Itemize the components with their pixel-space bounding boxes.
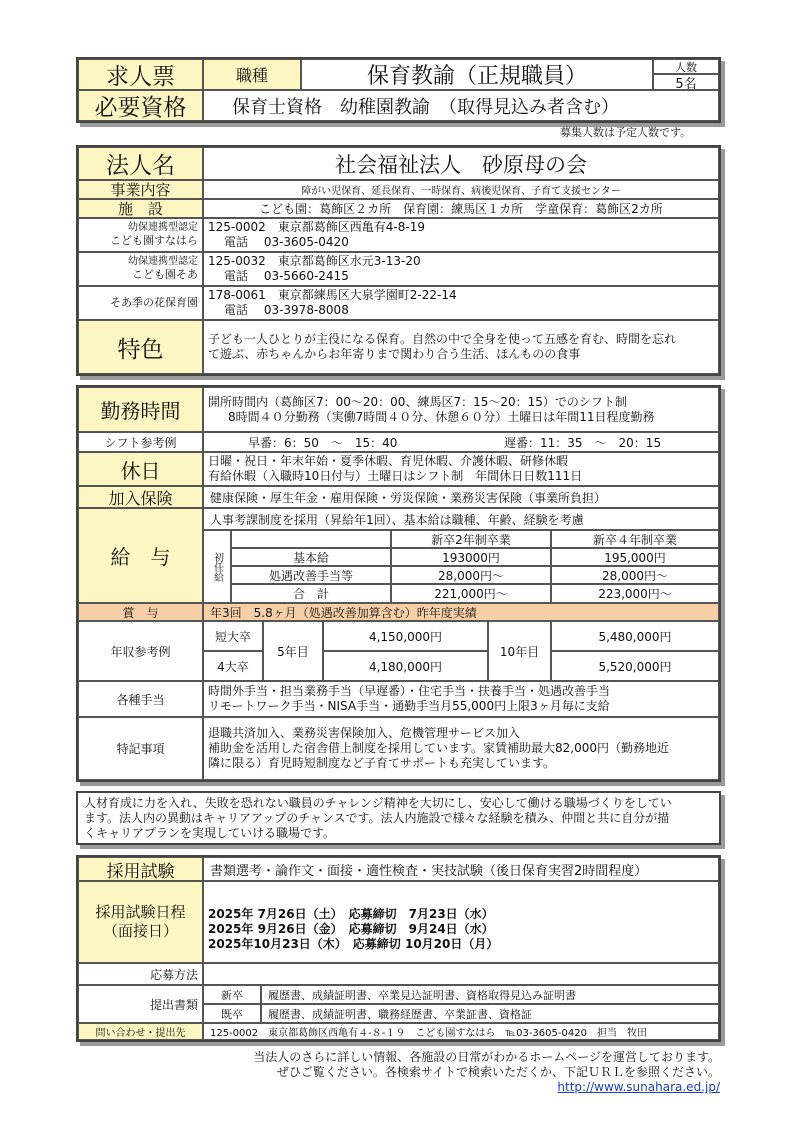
docs-new-label: 新卒 [203,985,261,1004]
feature-value [203,320,719,374]
site-label-2 [78,252,203,286]
salary-row-label: 基本給 [231,548,391,566]
annual-5yr-tanki: 4,150,000円 [323,621,488,651]
feature-line-2: て遊ぶ、赤ちゃんからお年寄りまで関わり合う生活、ほんものの食事 [208,347,581,361]
special-line-1: 退職共済加入、業務災害保険加入、危機管理サービス加入 [208,726,521,740]
header-block [76,57,721,123]
shift-label: シフト参考例 [78,432,203,452]
title-label: 求人票 [78,59,203,90]
salary-row-value: 221,000円～ [391,584,551,603]
salary-row-value: 195,000円 [551,548,719,566]
hours-value [203,387,719,432]
allowance-label: 各種手当 [78,681,203,717]
holiday-value [203,452,719,486]
feature-line-1: 子ども一人ひとりが主役になる保育。自然の中で全身を使って五感を育む、時間を忘れ [208,332,677,346]
schedule-dates [203,881,719,963]
docs-label: 提出書類 [78,985,203,1023]
site-label-1-line1: 幼保連携型認定 [128,221,198,233]
message-line-2: ます。法人内の異動はキャリアアップのチャンスです。法人内施設で様々な経験を積み、仲間と共に自分が描 [84,811,670,825]
salary-row-value: 193000円 [391,548,551,566]
contact-label: 問い合わせ・提出先 [78,1023,203,1040]
special-label: 特記事項 [78,717,203,780]
shift-late: 遅番：11：35 ～ 20：15 [504,435,662,450]
holiday-line-1: 日曜・祝日・年末年始・夏季休暇、育児休暇、介護休暇、研修休暇 [208,454,569,468]
special-value [203,717,719,780]
headcount-value: 5名 [653,74,719,90]
facility-label: 施 設 [78,199,203,218]
insurance-value: 健康保険・厚生年金・雇用保険・労災保険・業務災害保険（事業所負担） [203,486,719,508]
footer-line-2: ぜひご覧ください。各検索サイトで検索いただくか、下記ＵＲＬを参照ください。 [276,1065,720,1079]
site-label-3-line2: そあ季の花保育園 [110,296,198,310]
facility-value: こども園：葛飾区２カ所 保育園：練馬区１カ所 学童保育：葛飾区2カ所 [203,199,719,218]
special-line-2: 補助金を活用した宿舎借上制度を採用しています。家賃補助最大82,000円（勤務地近 [208,741,670,755]
salary-col-2yr: 新卒2年制卒業 [391,530,551,548]
allowance-value [203,681,719,717]
salary-row-value: 28,000円～ [391,566,551,584]
exam-label: 採用試験 [78,857,203,881]
footer-text [210,1050,720,1095]
salary-row-value: 28,000円～ [551,566,719,584]
job-type-value: 保育教諭（正規職員） [301,59,653,90]
site-addr-1: 125-0002 東京都葛飾区西亀有4-8-19 [208,220,425,234]
business-value: 障がい児保育、延長保育、一時保育、病後児保育、子育て支援センター [203,180,719,199]
site-addr-2: 125-0032 東京都葛飾区水元3-13-20 [208,254,421,268]
message-block [76,791,721,845]
corp-block [76,145,721,376]
headcount-note: 募集人数は予定人数です。 [560,126,692,139]
schedule-date: 2025年10月23日（木） 応募締切 10月20日（月） [208,936,499,951]
salary-header-blank [231,530,391,548]
annual-5yr-yonki: 4,180,000円 [323,651,488,681]
work-block [76,385,721,782]
holiday-label: 休日 [78,452,203,486]
site-label-2-line2: こども園そあ [132,268,198,282]
site-tel-1: 電話 03-3605-0420 [224,235,349,249]
bonus-value: 年3回 5.8ヶ月（処遇改善加算含む）昨年度実績 [203,603,719,621]
docs-exp-label: 既卒 [203,1004,261,1023]
salary-row-value: 223,000円～ [551,584,719,603]
shift-early: 早番：6：50 ～ 15：40 [248,435,398,450]
site-address-3 [203,286,719,320]
schedule-label-line-2: （面接日） [102,922,178,940]
special-line-3: 隣に限る）育児時短制度など子育てサポートも充実しています。 [208,756,556,770]
footer-url[interactable]: http://www.sunahara.ed.jp/ [557,1080,720,1094]
job-type-label: 職種 [203,59,301,90]
annual-label: 年収参考例 [78,621,203,681]
salary-row-label: 処遇改善手当等 [231,566,391,584]
message-text [84,796,714,841]
site-address-2 [203,252,719,286]
insurance-label: 加入保険 [78,486,203,508]
schedule-date: 2025年 9月26日（金） 応募締切 9月24日（水） [208,921,494,936]
bonus-label: 賞 与 [78,603,203,621]
apply-label: 応募方法 [78,963,203,985]
footer-line-1: 当法人のさらに詳しい情報、各施設の日常がわかるホームページを運営しております。 [253,1050,720,1064]
site-addr-3: 178-0061 東京都練馬区大泉学園町2-22-14 [208,288,457,302]
site-label-1 [78,218,203,252]
headcount-label: 人数 [653,59,719,74]
message-line-3: くキャリアプランを実現していける職場です。 [84,826,336,840]
annual-10yr: 10年目 [488,621,551,681]
schedule-date: 2025年 7月26日（土） 応募締切 7月23日（水） [208,906,494,921]
salary-row-label: 合 計 [231,584,391,603]
schedule-label-line-1: 採用試験日程 [95,903,186,922]
salary-label: 給 与 [78,508,203,603]
hours-label: 勤務時間 [78,387,203,432]
holiday-line-2: 有給休暇（入職時10日付与）土曜日はシフト制 年間休日日数111日 [208,469,583,483]
message-line-1: 人材育成に力を入れ、失敗を恐れない職員のチャレンジ精神を大切にし、安心して働ける職場づくりをしてい [84,796,672,810]
site-tel-3: 電話 03-3978-8008 [224,303,349,317]
business-label: 事業内容 [78,180,203,199]
exam-content: 書類選考・論作文・面接・適性検査・実技試験（後日保育実習2時間程度） [203,857,719,881]
site-label-3 [78,286,203,320]
salary-note: 人事考課制度を採用（昇給年1回）、基本給は職種、年齢、経験を考慮 [203,508,719,530]
schedule-label [78,881,203,963]
contact-value: 125-0002 東京都葛飾区西亀有４-８-１９ こども園すなはら ℡03-3605-0420 担当 牧田 [203,1023,719,1040]
qualification-value: 保育士資格 幼稚園教諭 （取得見込み者含む） [203,90,719,121]
site-address-1 [203,218,719,252]
feature-label: 特色 [78,320,203,374]
exam-block [76,855,721,1042]
hours-line-2: 8時間４０分勤務（実働7時間４０分、休憩６０分）土曜日は年間11日程度勤務 [228,409,655,424]
annual-5yr: 5年目 [263,621,323,681]
docs-new-value: 履歴書、成績証明書、卒業見込証明書、資格取得見込み証明書 [261,985,719,1004]
docs-exp-value: 履歴書、成績証明書、職務経歴書、卒業証書、資格証 [261,1004,719,1023]
corp-name-label: 法人名 [78,147,203,180]
apply-value [203,963,719,985]
allowance-line-2: リモートワーク手当・NISA手当・通勤手当月55,000円上限3ヶ月毎に支給 [208,699,610,713]
hours-line-1: 開所時間内（葛飾区7：00～20：00、練馬区7：15～20：15）でのシフト制 [208,394,627,409]
salary-col-4yr: 新卒４年制卒業 [551,530,719,548]
site-tel-2: 電話 03-5660-2415 [224,269,349,283]
annual-10yr-yonki: 5,520,000円 [551,651,719,681]
shift-value [203,432,719,452]
site-label-1-line2: こども園すなはら [110,234,198,248]
initial-pay-label: 初任給 [203,530,231,603]
site-label-2-line1: 幼保連携型認定 [128,255,198,267]
annual-10yr-tanki: 5,480,000円 [551,621,719,651]
qualification-label: 必要資格 [78,90,203,121]
annual-tanki: 短大卒 [203,621,263,651]
allowance-line-1: 時間外手当・担当業務手当（早遅番）・住宅手当・扶養手当・処遇改善手当 [208,684,611,698]
annual-yonki: 4大卒 [203,651,263,681]
corp-name-value: 社会福祉法人 砂原母の会 [203,147,719,180]
